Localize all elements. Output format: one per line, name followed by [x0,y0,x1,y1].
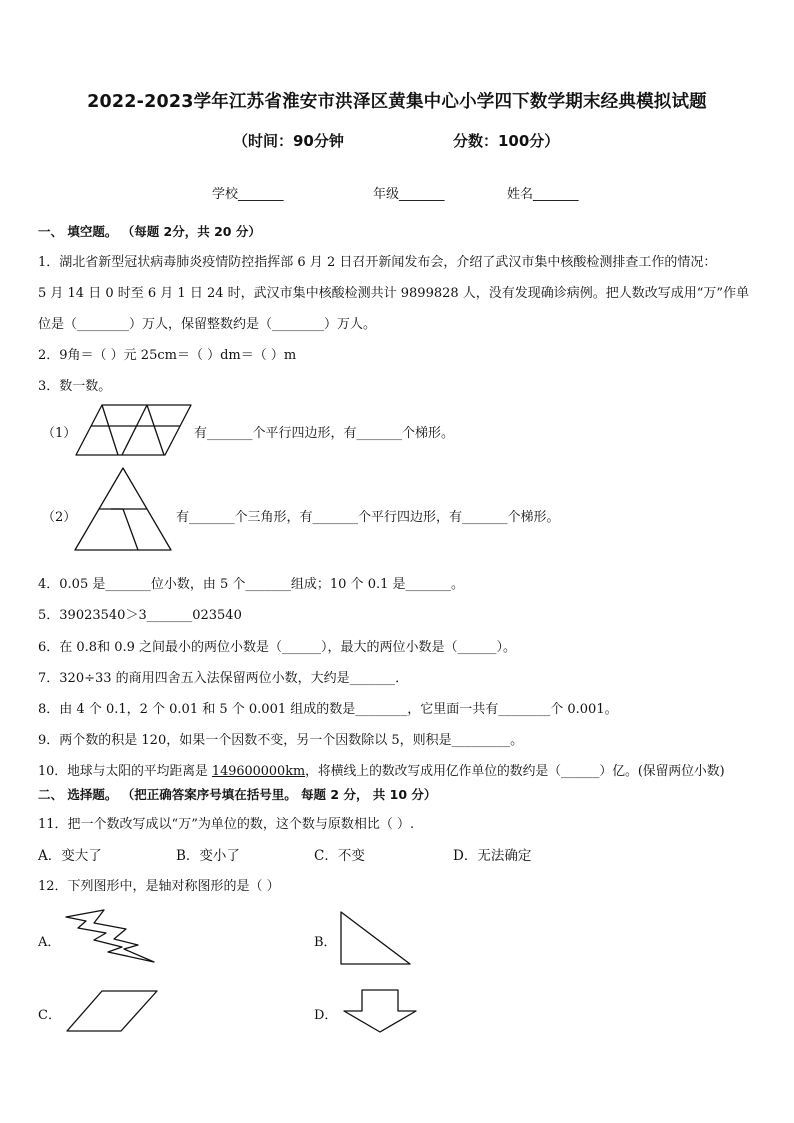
q4: 4．0.05 是_______位小数，由 5 个_______组成；10 个 0.1 是_______。 [38,577,464,592]
grade-field: 年级_______ [373,187,445,202]
q11-option-a: A．变大了 [38,848,102,864]
q10-text-a: 10．地球与太阳的平均距离是 [38,764,212,779]
exam-time: （时间：90分钟 [233,132,344,150]
parallelogram-figure [76,404,192,456]
q11-option-c: C．不变 [314,848,365,864]
q9: 9．两个数的积是 120，如果一个因数不变，另一个因数除以 5，则积是_________。 [38,733,524,748]
q3: 3．数一数。 [38,379,112,394]
q12: 12．下列图形中，是轴对称图形的是（ ） [38,879,280,894]
q11-option-d: D．无法确定 [453,848,532,864]
q8: 8．由 4 个 0.1，2 个 0.01 和 5 个 0.001 组成的数是________，它里面一共有________个 0.001。 [38,702,618,717]
page-title: 2022-2023学年江苏省淮安市洪泽区黄集中心小学四下数学期末经典模拟试题 [87,92,707,112]
q1-line2: 5 月 14 日 0 时至 6 月 1 日 24 时，武汉市集中核酸检测共计 9899828 人，没有发现确诊病例。把人数改写成用“万”作单 [38,286,750,301]
q3-part1-label: （1） [42,426,77,441]
q12-option-d-label: D． [314,1008,338,1023]
q2: 2．9角＝（ ）元 25cm＝（ ）dm＝（ ）m [38,348,297,363]
q5: 5．39023540＞3_______023540 [38,608,242,623]
name-field: 姓名_______ [507,187,579,202]
parallelogram-shape-figure [66,990,158,1032]
q12-option-b-label: B． [314,935,337,950]
q3-part1-text: 有_______个平行四边形，有_______个梯形。 [194,426,455,441]
q7: 7．320÷33 的商用四舍五入法保留两位小数，大约是_______． [38,671,409,686]
q10 [38,760,725,779]
q3-part2-label: （2） [42,510,77,525]
lightning-shape-figure [64,909,156,963]
q6: 6．在 0.8和 0.9 之间最小的两位小数是（______），最大的两位小数是（______）。 [38,640,517,655]
right-triangle-figure [338,911,412,965]
down-arrow-figure [342,989,418,1033]
exam-score: 分数：100分） [453,132,560,150]
section2-heading: 二、 选择题。 （把正确答案序号填在括号里。 每题 2 分， 共 10 分） [38,787,437,802]
q3-part2-text: 有_______个三角形，有_______个平行四边形，有_______个梯形。 [176,510,560,525]
q11: 11．把一个数改写成以“万”为单位的数，这个数与原数相比（ ）. [38,817,415,832]
school-field: 学校_______ [212,187,284,202]
q1-line1: 1．湖北省新型冠状病毒肺炎疫情防控指挥部 6 月 2 日召开新闻发布会，介绍了武汉市集中核酸检测排查工作的情况： [38,255,717,270]
q12-option-a-label: A． [38,935,61,950]
q10-distance: 149600000km [211,764,306,779]
q12-option-c-label: C． [38,1008,61,1023]
q11-option-b: B．变小了 [176,848,240,864]
q10-text-b: ，将横线上的数改写成用亿作单位的数约是（______）亿。(保留两位小数) [305,764,725,779]
section1-heading: 一、 填空题。 （每题 2分，共 20 分） [38,224,261,239]
q1-line3: 位是（________）万人，保留整数约是（________）万人。 [38,317,377,332]
triangle-figure [74,467,172,551]
